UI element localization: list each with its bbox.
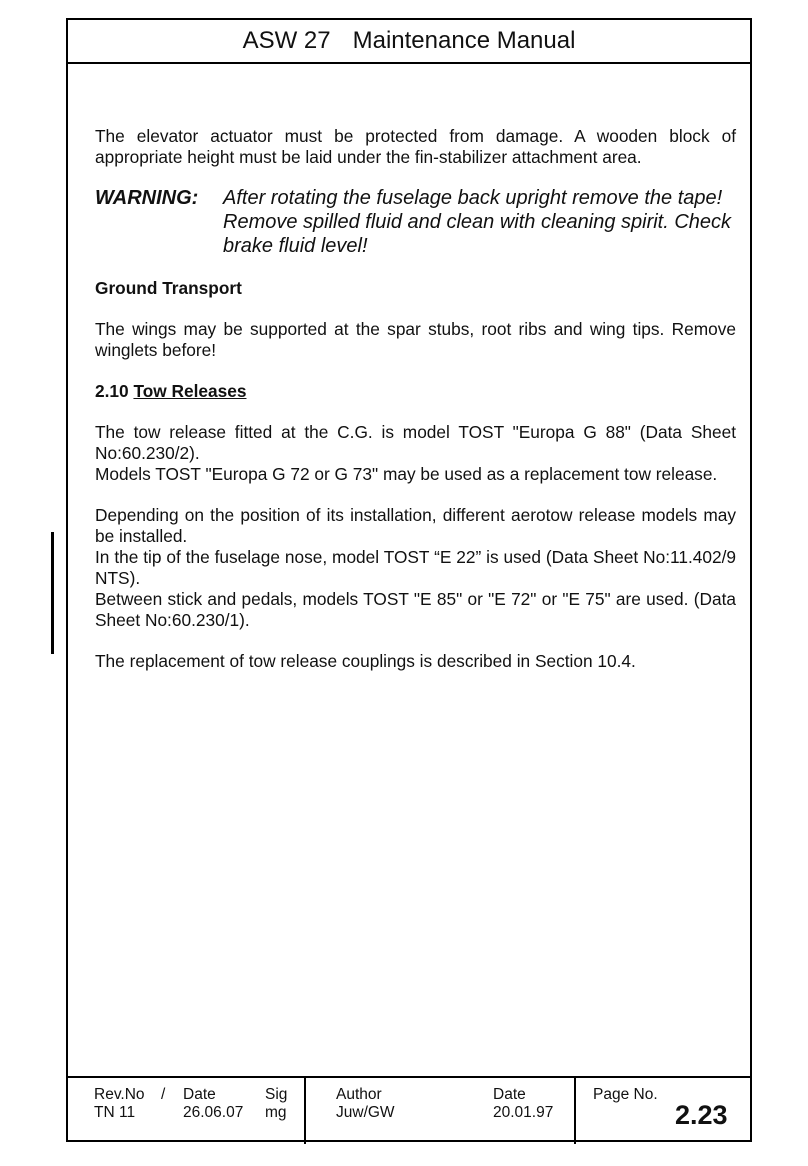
page-number: 2.23 bbox=[675, 1100, 728, 1130]
section-number: 2.10 bbox=[95, 381, 129, 401]
warning-text: After rotating the fuselage back upright remove the tape! Remove spilled fluid and clean with cleaning spirit. Check brake fluid level! bbox=[223, 187, 732, 257]
document-code: ASW 27 bbox=[242, 27, 331, 54]
author-date: 20.01.97 bbox=[493, 1104, 554, 1121]
tow-release-line: The tow release fitted at the C.G. is model TOST "Europa G 88" (Data Sheet No:60.230/2). bbox=[95, 422, 736, 463]
tow-release-line: Models TOST "Europa G 72 or G 73" may be used as a replacement tow release. bbox=[95, 464, 718, 484]
rev-label: Rev.No bbox=[94, 1086, 145, 1103]
warning-label: WARNING: bbox=[95, 187, 199, 209]
footer-divider bbox=[574, 1078, 576, 1144]
page-body bbox=[95, 126, 736, 672]
ground-transport-heading: Ground Transport bbox=[95, 278, 242, 298]
tow-release-line: In the tip of the fuselage nose, model TOST “E 22” is used (Data Sheet No:11.402/9 NTS). bbox=[95, 547, 736, 588]
section-heading bbox=[95, 381, 736, 402]
author-date-label: Date bbox=[493, 1086, 526, 1103]
revision-change-bar bbox=[51, 532, 54, 654]
page-label: Page No. bbox=[593, 1086, 658, 1103]
tow-release-line: Depending on the position of its installation, different aerotow release models may be installed. bbox=[95, 505, 736, 546]
ground-transport-paragraph: The wings may be supported at the spar stubs, root ribs and wing tips. Remove winglets before! bbox=[95, 319, 736, 360]
footer-divider bbox=[304, 1078, 306, 1144]
tow-release-line: Between stick and pedals, models TOST "E 85" or "E 72" or "E 75" are used. (Data Sheet No:60.230/1). bbox=[95, 589, 736, 630]
author-label: Author bbox=[336, 1086, 382, 1103]
document-title: Maintenance Manual bbox=[352, 27, 576, 54]
elevator-paragraph: The elevator actuator must be protected from damage. A wooden block of appropriate height must be laid under the fin-stabilizer attachment area. bbox=[95, 126, 736, 167]
rev-value: TN 11 bbox=[94, 1104, 136, 1121]
section-title: Tow Releases bbox=[133, 381, 247, 401]
sig-label: Sig bbox=[265, 1086, 288, 1103]
page-footer bbox=[66, 1076, 752, 1142]
tow-release-block-2 bbox=[95, 505, 736, 631]
author-value: Juw/GW bbox=[336, 1104, 395, 1121]
page-header bbox=[66, 18, 752, 64]
rev-separator: / bbox=[161, 1086, 166, 1103]
warning-block bbox=[95, 186, 736, 258]
tow-release-block-1 bbox=[95, 422, 736, 485]
sig-value: mg bbox=[265, 1104, 287, 1121]
rev-date: 26.06.07 bbox=[183, 1104, 244, 1121]
replacement-paragraph: The replacement of tow release couplings is described in Section 10.4. bbox=[95, 651, 636, 671]
rev-date-label: Date bbox=[183, 1086, 216, 1103]
